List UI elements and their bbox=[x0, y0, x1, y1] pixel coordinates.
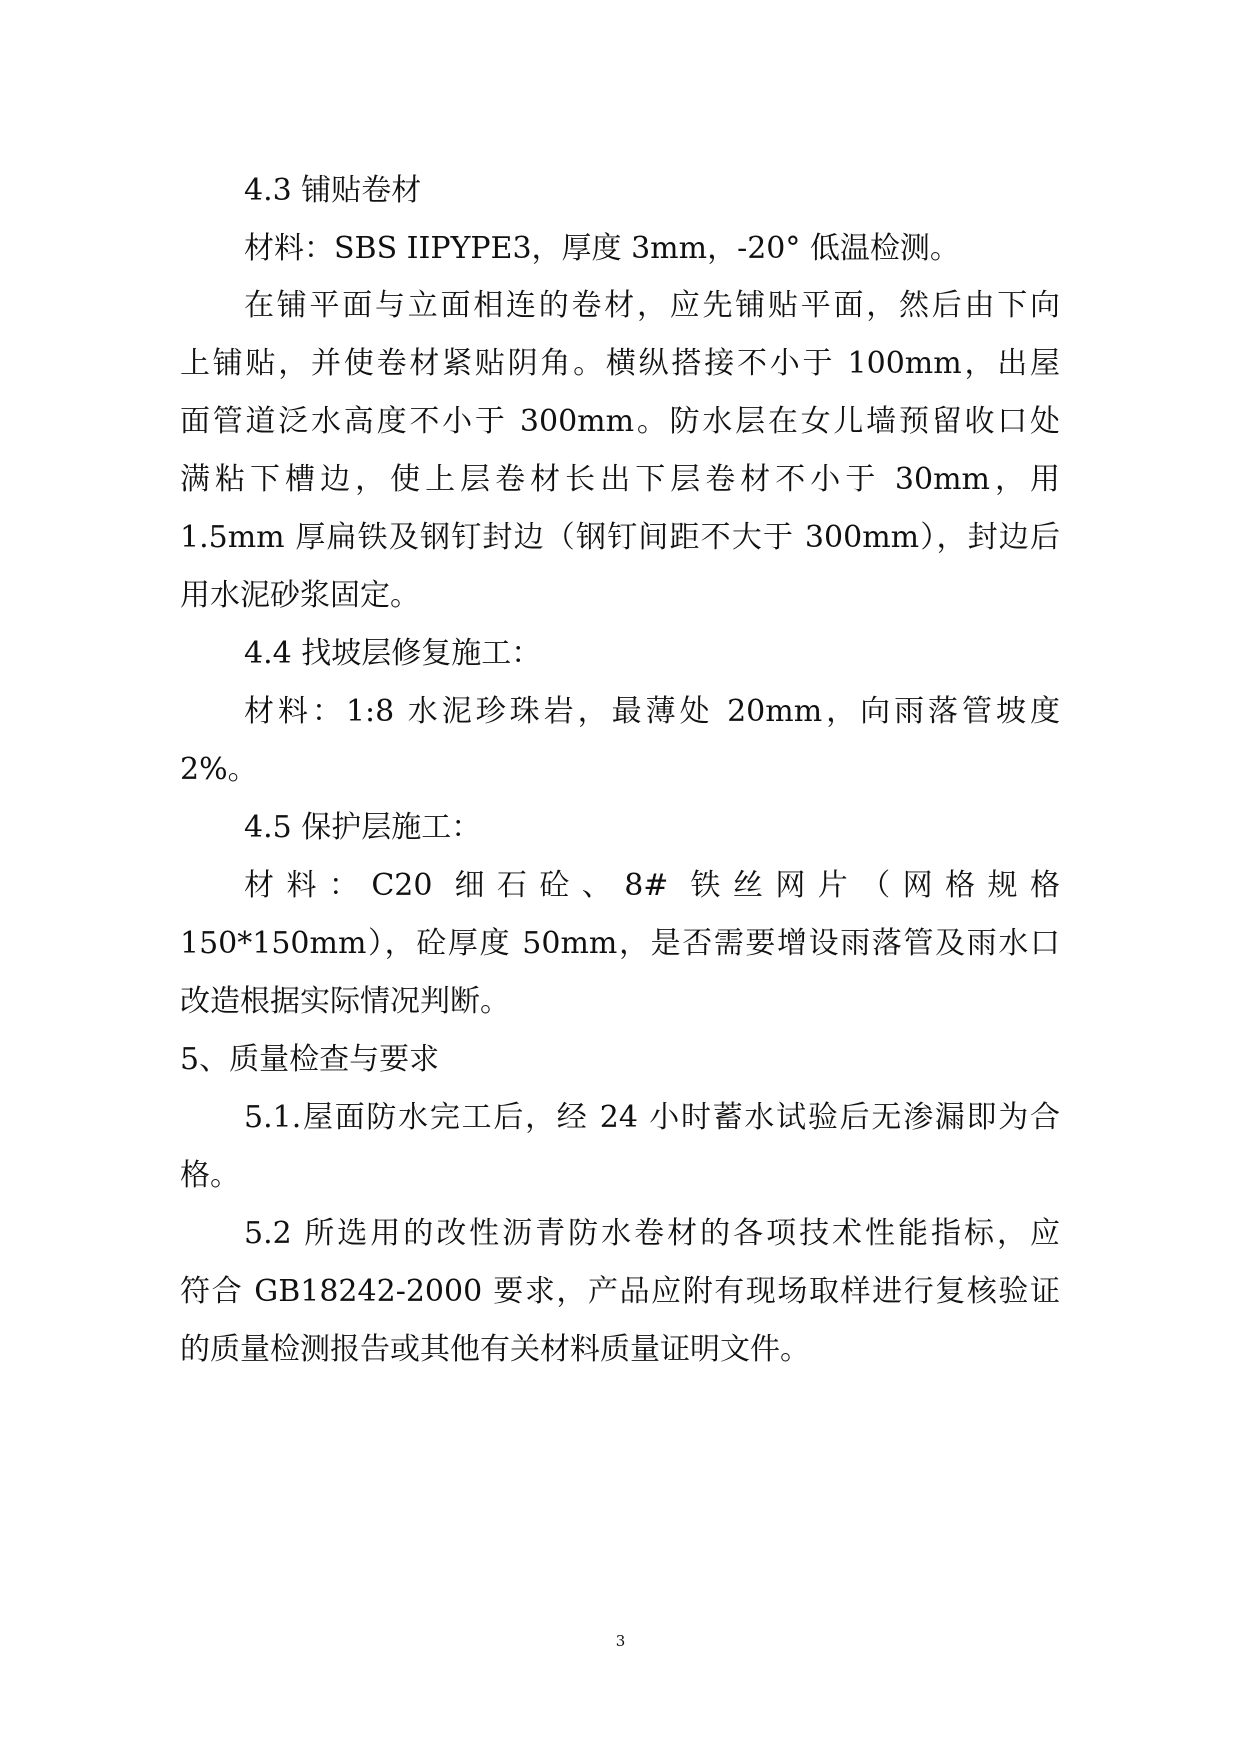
page-number: 3 bbox=[615, 1632, 626, 1650]
requirement-5-2-continued: 的质量检测报告或其他有关材料质量证明文件。 bbox=[180, 1332, 810, 1367]
section-heading-5: 5、质量检查与要求 bbox=[180, 1042, 440, 1077]
material-line-4-5: 材料：C20 细石砼、8# 铁丝网片（网格规格 bbox=[244, 868, 1060, 903]
paragraph-line: 满粘下槽边，使上层卷材长出下层卷材不小于 30mm，用 bbox=[180, 462, 1060, 497]
material-line-4-4: 材料：1:8 水泥珍珠岩，最薄处 20mm，向雨落管坡度 bbox=[244, 694, 1060, 729]
material-line-4-5-continued: 改造根据实际情况判断。 bbox=[180, 984, 510, 1019]
paragraph-line: 面管道泛水高度不小于 300mm。防水层在女儿墙预留收口处 bbox=[180, 404, 1060, 439]
requirement-5-2: 5.2 所选用的改性沥青防水卷材的各项技术性能指标，应 bbox=[244, 1216, 1060, 1251]
requirement-5-1-continued: 格。 bbox=[180, 1158, 240, 1193]
material-line-4-5-continued: 150*150mm），砼厚度 50mm，是否需要增设雨落管及雨水口 bbox=[180, 926, 1060, 961]
section-heading-4-4: 4.4 找坡层修复施工： bbox=[244, 636, 542, 671]
material-line-4-3: 材料：SBS IIPYPE3，厚度 3mm，-20° 低温检测。 bbox=[244, 231, 960, 266]
paragraph-line: 在铺平面与立面相连的卷材，应先铺贴平面，然后由下向 bbox=[244, 288, 1060, 323]
material-line-4-4-continued: 2%。 bbox=[180, 752, 258, 787]
paragraph-line: 1.5mm 厚扁铁及钢钉封边（钢钉间距不大于 300mm），封边后 bbox=[180, 520, 1060, 555]
section-heading-4-3: 4.3 铺贴卷材 bbox=[244, 173, 422, 208]
requirement-5-1: 5.1.屋面防水完工后，经 24 小时蓄水试验后无渗漏即为合 bbox=[244, 1100, 1060, 1135]
paragraph-line: 上铺贴，并使卷材紧贴阴角。横纵搭接不小于 100mm，出屋 bbox=[180, 346, 1060, 381]
section-heading-4-5: 4.5 保护层施工： bbox=[244, 810, 482, 845]
requirement-5-2-continued: 符合 GB18242-2000 要求，产品应附有现场取样进行复核验证 bbox=[180, 1274, 1060, 1309]
paragraph-line: 用水泥砂浆固定。 bbox=[180, 578, 420, 613]
